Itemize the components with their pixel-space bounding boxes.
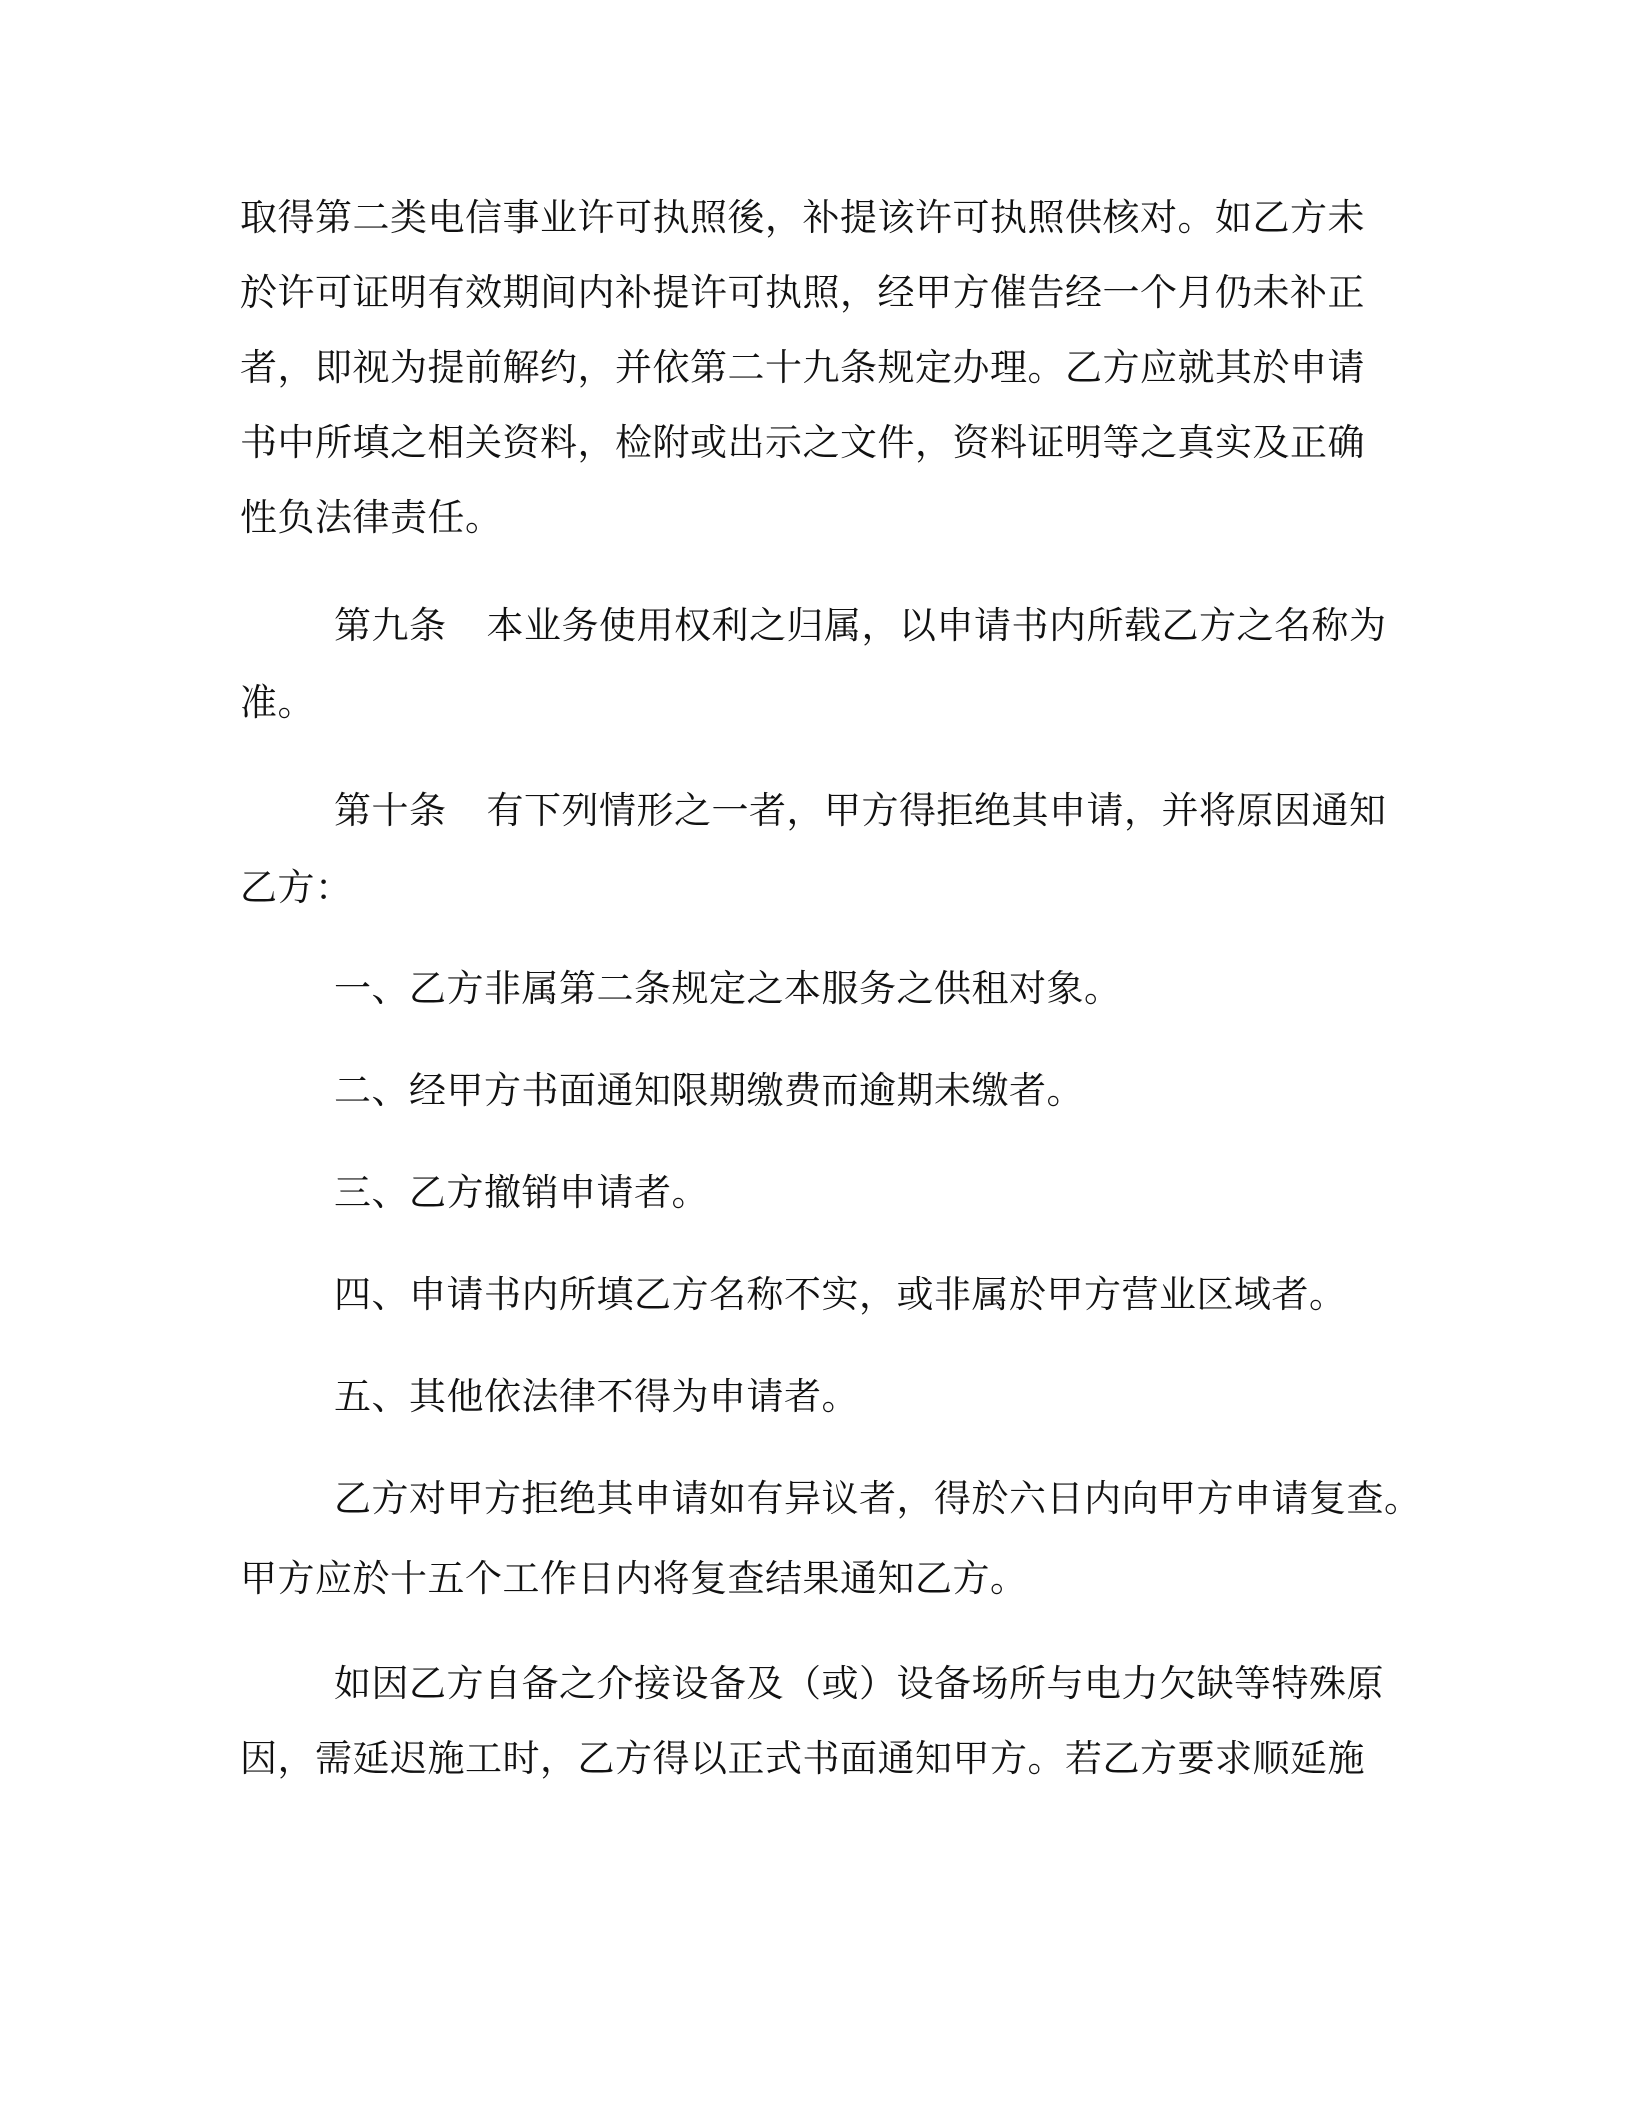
- text-line: 乙方：: [240, 866, 353, 909]
- list-item: 二、经甲方书面通知限期缴费而逾期未缴者。: [334, 1069, 1084, 1112]
- article-10-label: 第十条: [334, 789, 447, 832]
- text-line: 於许可证明有效期间内补提许可执照，经甲方催告经一个月仍未补正: [240, 271, 1365, 314]
- text-line: 性负法律责任。: [240, 496, 503, 539]
- text-line: 如因乙方自备之介接设备及（或）设备场所与电力欠缺等特殊原: [334, 1662, 1384, 1705]
- text-line: 甲方应於十五个工作日内将复查结果通知乙方。: [240, 1557, 1028, 1600]
- list-item: 一、乙方非属第二条规定之本服务之供租对象。: [334, 967, 1122, 1010]
- article-10-text: 有下列情形之一者，甲方得拒绝其申请，并将原因通知: [486, 789, 1387, 832]
- text-line: 乙方对甲方拒绝其申请如有异议者，得於六日内向甲方申请复查。: [334, 1477, 1422, 1520]
- article-9-heading-line: [334, 603, 1387, 649]
- article-10-heading-line: [334, 788, 1387, 834]
- text-line: 取得第二类电信事业许可执照後，补提该许可执照供核对。如乙方未: [240, 196, 1365, 239]
- list-item: 五、其他依法律不得为申请者。: [334, 1375, 859, 1418]
- article-9-text: 本业务使用权利之归属，以申请书内所载乙方之名称为: [486, 604, 1387, 647]
- list-item: 四、申请书内所填乙方名称不实，或非属於甲方营业区域者。: [334, 1273, 1347, 1316]
- article-9-label: 第九条: [334, 604, 447, 647]
- text-line: 因，需延迟施工时，乙方得以正式书面通知甲方。若乙方要求顺延施: [240, 1737, 1365, 1780]
- text-line: 准。: [240, 681, 315, 724]
- text-line: 者，即视为提前解约，并依第二十九条规定办理。乙方应就其於申请: [240, 346, 1365, 389]
- text-line: 书中所填之相关资料，检附或出示之文件，资料证明等之真实及正确: [240, 421, 1365, 464]
- list-item: 三、乙方撤销申请者。: [334, 1171, 709, 1214]
